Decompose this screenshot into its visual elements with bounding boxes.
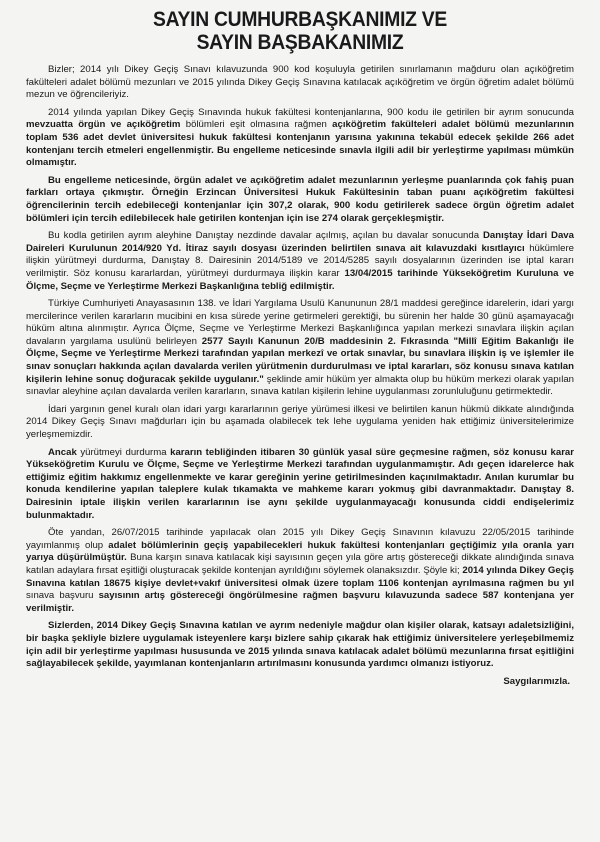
bold-text-run: Bu engelleme neticesinde, örgün adalet ve açıköğretim adalet mezunlarının yerleşme puanlarında çok fahiş puan farkları ortaya çıkmıştır. Örneğin Erzincan Üniversitesi Hukuk Fakültesinin taban puanı açıköğretim fakültesi öğrencilerinin tercih edebileceği kontenjanlar için 307,2 olarak, 900 kodu getirilerek sadece örgün öğretim adalet bölümleri için tercih edilebilecek hale getirilen kontenjan için ise 274 olarak gerçekleşmiştir. bbox=[26, 174, 574, 224]
text-run: yürütmeyi durdurma bbox=[76, 446, 171, 458]
bold-text-run: Ancak bbox=[48, 446, 77, 458]
bold-text-run: 2577 Sayılı Kanunun 20/B maddesinin 2. Fıkrasında "Millî Eğitim Bakanlığı ile Ölçme, Seçme ve Yerleştirme Merkezi tarafından yapılan merkezî ve ortak sınavlar, bu sınavlara ilişkin iş ve işlemler ile sınav sonuçları hakkında açılan davalarda verilen yürütmenin durdurulması ve iptal kararları, söz konusu sınava katılan kişilerin lehine sonuç doğuracak şekilde uygulanır." bbox=[26, 335, 574, 385]
bold-text-run: kararın tebliğinden itibaren 30 günlük yasal süre geçmesine rağmen, söz konusu karar Yükseköğretim Kurulu ve Ölçme, Seçme ve Yerleştirme Merkezi tarafından uygulanmamıştır. Adı geçen idarelerce hak ettiğimiz eğitim hakkımız engellenmekte ve karar gereğinin yerine getirilmesinden kaçınılmaktadır. Anılan kurumlar bu konuda kendilerine yapılan taleplere kulak tıkamakta ve mahkeme kararı yokmuş gibi davranmaktadır. Danıştay 8. Dairesinin iptale ilişkin verilen kararlarının ise aynı şekilde uygulanmayacağı konusunda ciddi endişelerimiz bulunmaktadır. bbox=[26, 446, 574, 521]
paragraph bbox=[26, 175, 574, 225]
letter-body bbox=[26, 64, 574, 671]
text-run: hükümlere ilişkin yürütmeyi durdurma, Danıştay 8. Dairesinin 2014/5189 ve 2014/5285 sayılı dosyalarının üzerinden ise iptal kararı verilmiştir. Söz konusu kararlardan, yürütmeyi durdurmaya ilişkin karar bbox=[26, 242, 574, 279]
text-run: Türkiye Cumhuriyeti Anayasasının 138. ve İdari Yargılama Usulü Kanununun 28/1 maddesi gereğince idarelerin, idari yargı mercilerince verilen kararların mucibini en kısa sürede yerine getirmeleri gerektiği, bu sürenin her halde 30 günü aşamayacağı hüküm altına alınmıştır. Ayrıca Ölçme, Seçme ve Yerleştirme Merkezi Başkanlığınca yapılan merkezi sınavlara ilişkin açılan davaların yargılama usulünü belirleyen bbox=[26, 298, 574, 347]
bold-text-run: sayısının artış göstereceği öngörülmesine rağmen başvuru kılavuzunda sadece 587 kontenjana yer verilmiştir. bbox=[26, 590, 574, 614]
paragraph bbox=[26, 230, 574, 293]
text-run: Öte yandan, 26/07/2015 tarihinde yapılacak olan 2015 yılı Dikey Geçiş Sınavının kılavuzu 22/05/2015 tarihinde yayımlanmış olup bbox=[26, 527, 574, 551]
paragraph bbox=[26, 298, 574, 399]
page-title bbox=[48, 8, 552, 54]
text-run: Bizler; 2014 yılı Dikey Geçiş Sınavı kılavuzunda 900 kod koşuluyla getirilen sınırlamanın mağduru olan açıköğretim fakülteleri adalet bölümü mezunları ve 2015 yılında Dikey Geçiş Sınavına katılacak açıköğretim ve örgün öğretim adalet bölümü mezun ve öğrencileriyiz. bbox=[26, 64, 574, 101]
text-run: bölümleri eşit olmasına rağmen bbox=[180, 119, 333, 131]
text-run: sınava başvuru bbox=[26, 590, 99, 602]
bold-text-run: Sizlerden, 2014 Dikey Geçiş Sınavına katılan ve ayrım nedeniyle mağdur olan kişiler olarak, katsayı adaletsizliğini, bir başka şekliyle bizlere uygulamak isteyenlere karşı bizlere sahip çıkarak hak ettiğimiz üniversitelere yerleşebilmemiz için adil bir yerleştirme yapılması hususunda ve 2015 yılında sınava katılacak adalet bölümü mezunlarına fırsat eşitliğini sağlayabilecek şekilde, yayımlanan kontenjanların artırılmasını konusunda yardımcı olmanızı istiyoruz. bbox=[26, 620, 574, 670]
bold-text-run: mevzuatta örgün ve açıköğretim bbox=[26, 119, 181, 131]
bold-text-run: açıköğretim fakülteleri adalet bölümü mezunlarının toplam 536 adet devlet üniversitesi hukuk fakültesi kontenjanın yarısına yakınına tekabül edecek şekilde 266 adet kontenjanı tercih etmeleri engellenmiştir. Bu engelleme neticesinde sınavla ilgili adil bir yerleştirme yapılması mümkün olmamıştır. bbox=[26, 119, 574, 169]
title-line-2: SAYIN BAŞBAKANIMIZ bbox=[196, 31, 404, 54]
bold-text-run: 2014 yılında Dikey Geçiş Sınavına katılan 18675 kişiye devlet+vakıf üniversitesi olmak üzere toplam 1106 kontenjan ayrılmasına rağmen bu yıl bbox=[26, 564, 574, 589]
closing-signoff: Saygılarımızla. bbox=[503, 675, 570, 687]
paragraph bbox=[26, 447, 574, 523]
text-run: Bu kodla getirilen ayrım aleyhine Danıştay nezdinde davalar açılmış, açılan bu davalar sonucunda bbox=[48, 230, 483, 242]
paragraph bbox=[26, 107, 574, 170]
bold-text-run: adalet bölümlerinin geçiş yapabilecekleri hukuk fakültesi kontenjanları geçtiğimiz yıla oranla yarı yarıya düşürülmüştür. bbox=[26, 539, 575, 564]
paragraph bbox=[26, 64, 574, 102]
text-run: İdari yargının genel kuralı olan idari yargı kararlarının geriye yürümesi ilkesi ve belirtilen kanun hükmü dikkate alındığında 2014 Dikey Geçiş Sınavı mağdurları için bu aşamada olabilecek tek lehe uygulama yeniden hak ettiğimiz üniversitelerimize yerleşmemizdir. bbox=[26, 403, 574, 441]
title-line-1: SAYIN CUMHURBAŞKANIMIZ VE bbox=[152, 8, 448, 31]
text-run: şeklinde amir hüküm yer almakta olup bu hüküm merkezi olarak yapılan sınavlar aleyhine açılan davalarda verilen kararların, sınava katılan kişilerin lehine uygulanması zorunluluğunu getirmektedir. bbox=[26, 373, 574, 398]
bold-text-run: 13/04/2015 tarihinde Yükseköğretim Kuruluna ve Ölçme, Seçme ve Yerleştirme Merkezi Başkanlığına tebliğ edilmiştir. bbox=[26, 267, 574, 292]
text-run: 2014 yılında yapılan Dikey Geçiş Sınavında hukuk fakültesi kontenjanlarına, 900 kodu ile getirilen bir ayrım sonucunda bbox=[48, 106, 574, 118]
bold-text-run: Danıştay İdari Dava Daireleri Kurulunun 2014/920 Yd. İtiraz sayılı dosyası üzerinden belirtilen sınava ait kılavuzdaki kısıtlayıcı bbox=[26, 230, 574, 254]
text-run: Buna karşın sınava katılacak kişi sayısının geçen yıla göre artış göstereceği dikkate alındığında sınava katılan adaylara fırsat eşitliği oluşturacak şekilde kontenjan ayrıldığını söylemek olanaksızdır. Şöyle ki; bbox=[26, 552, 575, 576]
paragraph bbox=[26, 527, 574, 615]
paragraph bbox=[26, 620, 574, 670]
paragraph bbox=[26, 404, 574, 442]
